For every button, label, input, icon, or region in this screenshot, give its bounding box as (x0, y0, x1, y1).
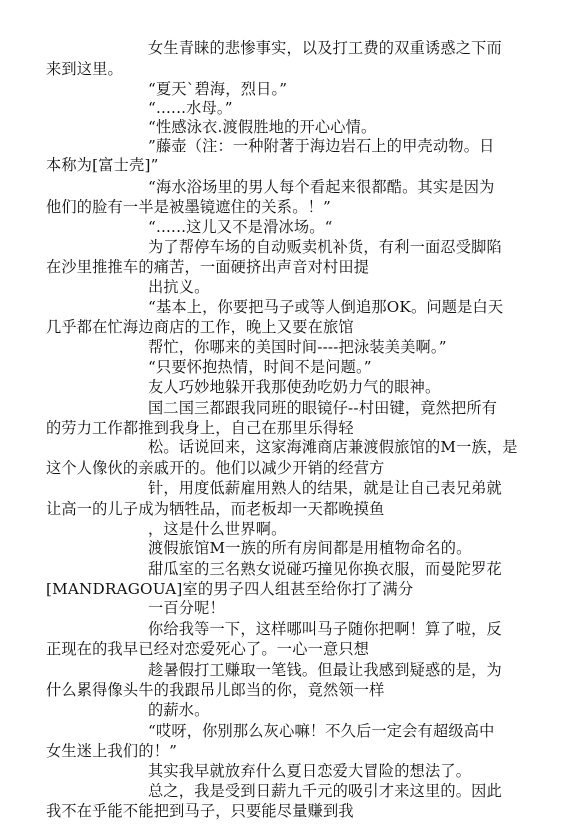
text-line: “......水母。” (148, 99, 233, 118)
text-line: 出抗义。 (148, 277, 210, 296)
text-line: 一百分呢！ (148, 599, 225, 618)
text-line: 本称为[富士壳]” (46, 156, 159, 175)
text-line: 其实我早就放弃什么夏日恋爱大冒险的想法了。 (148, 762, 472, 781)
text-line: 让高一的儿子成为牺牲品，而老板却一天都晚摸鱼 (46, 499, 385, 518)
text-line: “只要怀抱热情，时间不是问题。” (148, 358, 372, 376)
text-line: 女生迷上我们的！” (46, 741, 178, 760)
text-line: [MANDRAGOUA]室的男子四人组甚至给你打了满分 (46, 580, 414, 598)
text-line: “夏天`碧海，烈日。” (148, 79, 288, 98)
text-line: 他们的脸有一半是被墨镜遮住的关系。！” (46, 198, 331, 216)
text-line: 松。话说回来，这家海滩商店兼渡假旅馆的M一族，是 (148, 438, 518, 457)
text-line: 在沙里推推车的痛苦，一面硬挤出声音对村田提 (46, 258, 370, 277)
text-line: 甜瓜室的三名熟女说碰巧撞见你换衣服，而曼陀罗花 (148, 559, 502, 578)
text-line: 你给我等一下，这样哪叫马子随你把啊！算了啦，反 (148, 619, 502, 638)
text-line: 帮忙，你哪来的美国时间----把泳装美美啊。” (148, 337, 447, 356)
text-line: ”藤壶（注：一种附著于海边岩石上的甲壳动物。日 (148, 136, 495, 155)
text-line: 针，用度低薪雇用熟人的结果，就是让自己表兄弟就 (148, 479, 502, 498)
text-line: 友人巧妙地躲开我那使劲吃奶力气的眼神。 (148, 378, 441, 397)
text-line: 的劳力工作都推到我身上，自己在那里乐得轻 (46, 419, 354, 437)
text-line: “海水浴场里的男人每个看起来很都酷。其实是因为 (148, 177, 495, 196)
text-line: 来到这里。 (46, 60, 123, 79)
text-line: 趁暑假打工赚取一笔钱。但最让我感到疑惑的是，为 (148, 660, 502, 679)
text-line: 女生青睐的悲惨事实，以及打工费的双重诱惑之下而 (148, 39, 502, 57)
text-line: ，这是什么世界啊。 (148, 519, 287, 538)
text-line: “......这儿又不是滑冰场。“ (148, 218, 333, 237)
text-line: 什么累得像头牛的我跟吊儿郎当的你，竟然领一样 (46, 680, 385, 699)
text-line: 渡假旅馆M一族的所有房间都是用植物命名的。 (148, 539, 472, 558)
text-line: “哎呀，你别那么灰心嘛！不久后一定会有超级高中 (148, 721, 495, 740)
text-line: “基本上，你要把马子或等人倒追那OK。问题是白天 (148, 297, 504, 316)
text-line: “性感泳衣.渡假胜地的开心心情。 (148, 117, 377, 136)
text-line: 总之，我是受到日薪九千元的吸引才来这里的。因此 (148, 781, 502, 800)
text-line: 国二国三都跟我同班的眼镜仔--村田键，竟然把所有 (148, 398, 498, 417)
text-line: 这个人像伙的亲戚开的。他们以减少开销的经营方 (46, 458, 385, 477)
text-line: 为了帮停车场的自动贩卖机补货，有利一面忍受脚陷 (148, 237, 502, 256)
text-line: 正现在的我早已经对恋爱死心了。一心一意只想 (46, 640, 370, 659)
text-line: 几乎都在忙海边商店的工作，晚上又要在旅馆 (46, 318, 354, 337)
text-line: 的薪水。 (148, 701, 210, 720)
text-line: 我不在乎能不能把到马子，只要能尽量赚到我 (46, 802, 354, 820)
